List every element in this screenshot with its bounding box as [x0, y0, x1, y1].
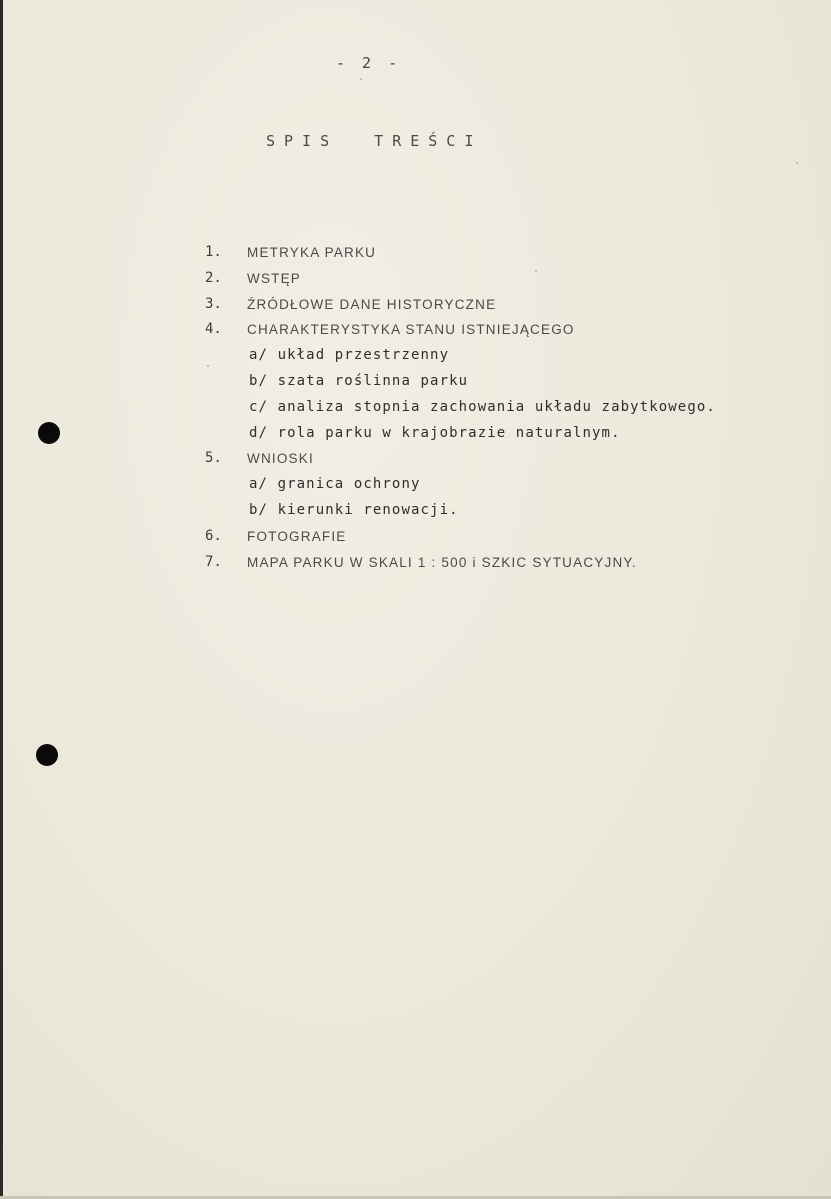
toc-item-number: 6. [205, 527, 222, 544]
toc-subitem-label: b/ szata roślinna parku [249, 372, 469, 389]
toc-item [205, 292, 805, 318]
punch-hole-top [38, 422, 60, 444]
toc-subitem [205, 343, 805, 369]
page-number: - 2 - [336, 54, 402, 72]
toc-item [205, 240, 805, 266]
toc-subitem-label: c/ analiza stopnia zachowania układu zabytkowego. [249, 398, 716, 415]
toc-item-label: FOTOGRAFIE [247, 528, 347, 544]
toc-item-label: MAPA PARKU W SKALI 1 : 500 i SZKIC SYTUACYJNY. [247, 554, 637, 570]
toc-subitem [205, 395, 805, 421]
toc-item [205, 317, 805, 343]
toc-item [205, 524, 805, 550]
toc-item-number: 2. [205, 269, 222, 286]
toc-item-label: CHARAKTERYSTYKA STANU ISTNIEJĄCEGO [247, 322, 575, 338]
toc-subitem [205, 421, 805, 447]
toc-item-number: 1. [205, 244, 222, 260]
toc-subitem [205, 498, 805, 524]
table-of-contents [205, 240, 805, 575]
toc-subitem-label: b/ kierunki renowacji. [249, 501, 459, 518]
page-left-edge [0, 0, 3, 1199]
toc-item-number: 5. [205, 450, 222, 467]
toc-item-label: WSTĘP [247, 270, 302, 286]
toc-subitem [205, 369, 805, 395]
toc-subitem [205, 472, 805, 498]
toc-subitem-label: a/ układ przestrzenny [249, 347, 450, 364]
toc-item [205, 266, 805, 292]
toc-item-label: ŹRÓDŁOWE DANE HISTORYCZNE [247, 296, 497, 312]
toc-item-label: METRYKA PARKU [247, 245, 377, 260]
toc-item [205, 550, 805, 576]
punch-hole-bottom [36, 744, 58, 766]
toc-item-number: 7. [205, 553, 222, 570]
toc-subitem-label: d/ rola parku w krajobrazie naturalnym. [249, 424, 621, 441]
toc-subitem-label: a/ granica ochrony [249, 476, 421, 493]
toc-item [205, 446, 805, 472]
toc-item-number: 4. [205, 321, 222, 338]
paper-speck [796, 162, 798, 164]
paper-speck [360, 78, 362, 80]
toc-item-label: WNIOSKI [247, 451, 314, 467]
toc-item-number: 3. [205, 295, 222, 312]
page-title: SPIS TREŚCI [266, 132, 483, 150]
